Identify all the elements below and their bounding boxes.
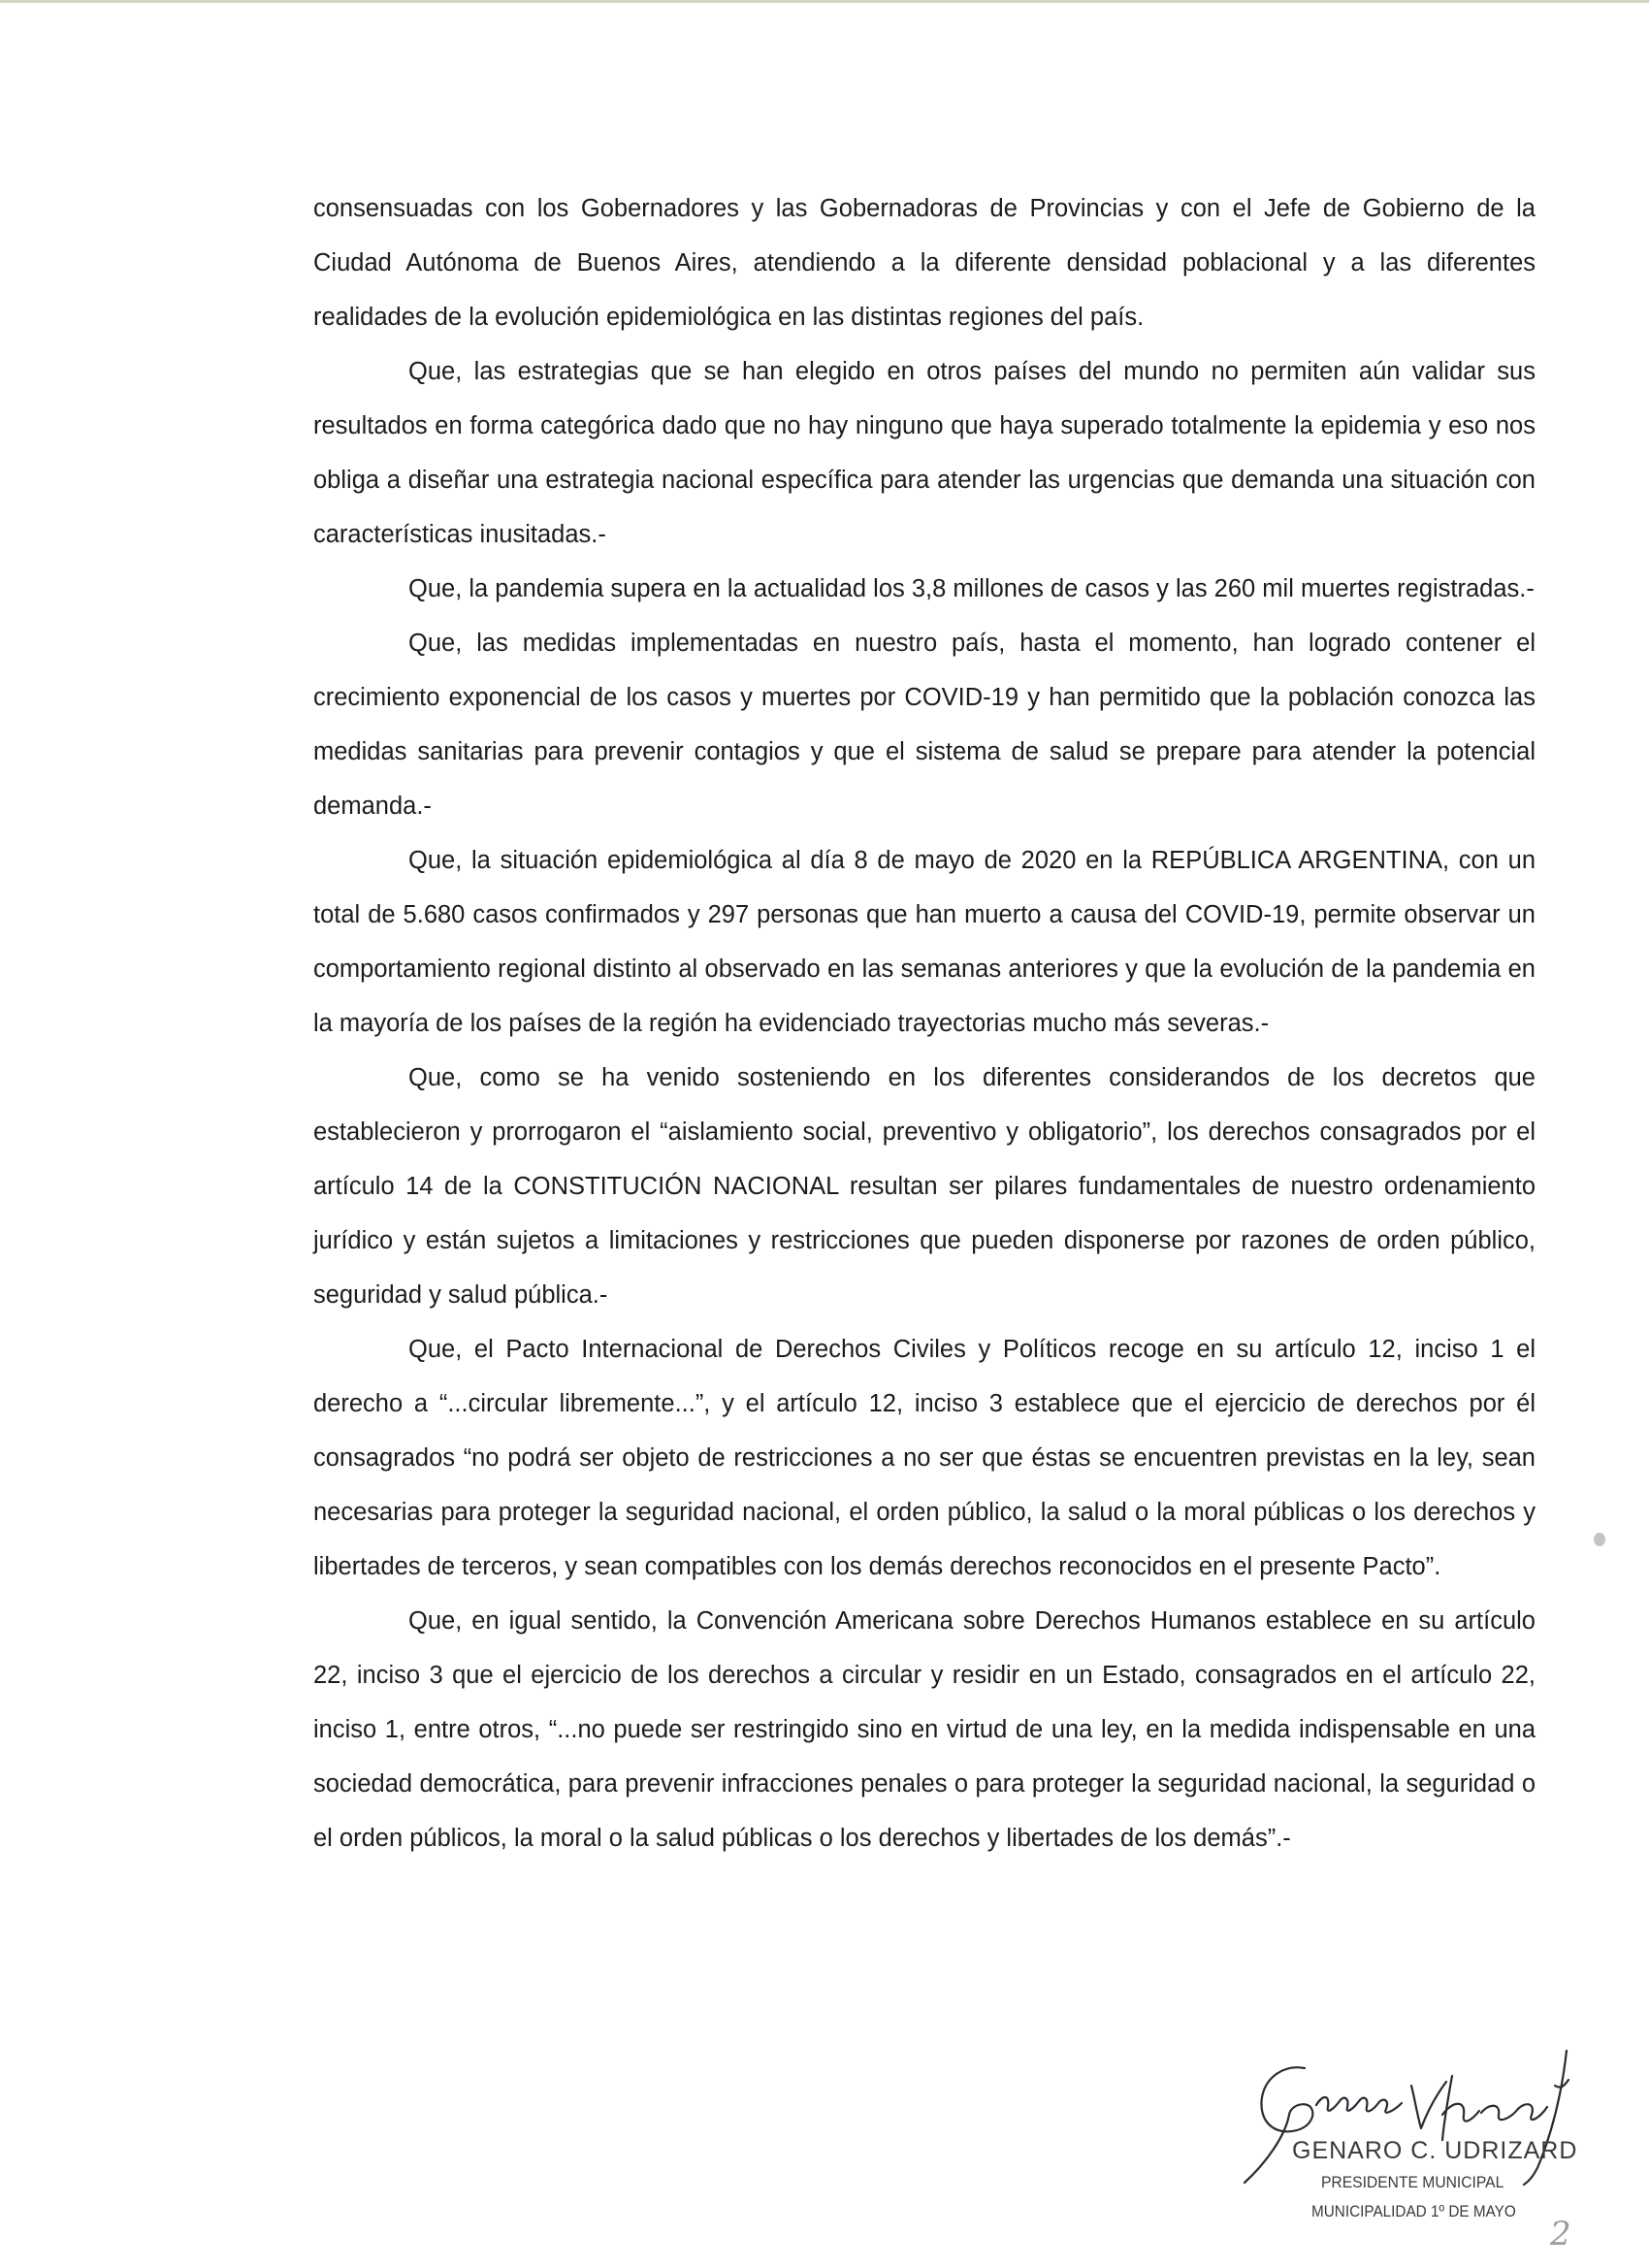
paragraph-continuation: consensuadas con los Gobernadores y las Gobernadoras de Provincias y con el Jefe de Gobierno de la Ciudad Autónoma de Buenos Aires, atendiendo a la diferente densidad poblacional y a las diferentes realidades de la evolución epidemiológica en las distintas regiones del país. (313, 195, 1536, 331)
document-body (313, 181, 1536, 1865)
paragraph-medidas-implementadas: Que, las medidas implementadas en nuestro país, hasta el momento, han logrado contener el crecimiento exponencial de los casos y muertes por COVID-19 y han permitido que la población conozca las medidas sanitarias para prevenir contagios y que el sistema de salud se prepare para atender la potencial demanda.- (313, 630, 1536, 820)
stamp-name: GENARO C. UDRIZARD (1292, 2137, 1578, 2164)
stamp-organization: MUNICIPALIDAD 1º DE MAYO (1311, 2202, 1516, 2220)
scan-speck (1594, 1533, 1605, 1546)
page-number: 2 (1550, 2215, 1571, 2253)
paragraph-estrategias: Que, las estrategias que se han elegido en otros países del mundo no permiten aún validar sus resultados en forma categórica dado que no hay ninguno que haya superado totalmente la epidemia y eso nos obliga a diseñar una estrategia nacional específica para atender las urgencias que demanda una situación con características inusitadas.- (313, 358, 1536, 548)
stamp-role: PRESIDENTE MUNICIPAL (1321, 2173, 1504, 2191)
handwritten-signature (1227, 2047, 1596, 2192)
signature-stamp-block (1227, 2047, 1596, 2260)
paragraph-derechos-constitucionales: Que, como se ha venido sosteniendo en los diferentes considerandos de los decretos que establecieron y prorrogaron el “aislamiento social, preventivo y obligatorio”, los derechos consagrados por el artículo 14 de la CONSTITUCIÓN NACIONAL resultan ser pilares fundamentales de nuestro ordenamiento jurídico y están sujetos a limitaciones y restricciones que pueden disponerse por razones de orden público, seguridad y salud pública.- (313, 1064, 1536, 1309)
paragraph-convencion-americana: Que, en igual sentido, la Convención Americana sobre Derechos Humanos establece en su artículo 22, inciso 3 que el ejercicio de los derechos a circular y residir en un Estado, consagrados en el artículo 22, inciso 1, entre otros, “...no puede ser restringido sino en virtud de una ley, en la medida indispensable en una sociedad democrática, para prevenir infracciones penales o para proteger la seguridad nacional, la seguridad o el orden públicos, la moral o la salud públicas o los derechos y libertades de los demás”.- (313, 1607, 1536, 1852)
paragraph-situacion-epidemiologica: Que, la situación epidemiológica al día 8 de mayo de 2020 en la REPÚBLICA ARGENTINA, con un total de 5.680 casos confirmados y 297 personas que han muerto a causa del COVID-19, permite observar un comportamiento regional distinto al observado en las semanas anteriores y que la evolución de la pandemia en la mayoría de los países de la región ha evidenciado trayectorias mucho más severas.- (313, 847, 1536, 1037)
paragraph-pacto-internacional: Que, el Pacto Internacional de Derechos Civiles y Políticos recoge en su artículo 12, inciso 1 el derecho a “...circular libremente...”, y el artículo 12, inciso 3 establece que el ejercicio de derechos por él consagrados “no podrá ser objeto de restricciones a no ser que éstas se encuentren previstas en la ley, sean necesarias para proteger la seguridad nacional, el orden público, la salud o la moral públicas o los derechos y libertades de terceros, y sean compatibles con los demás derechos reconocidos en el presente Pacto”. (313, 1336, 1536, 1580)
paragraph-pandemia-global: Que, la pandemia supera en la actualidad los 3,8 millones de casos y las 260 mil muertes registradas.- (408, 575, 1535, 602)
